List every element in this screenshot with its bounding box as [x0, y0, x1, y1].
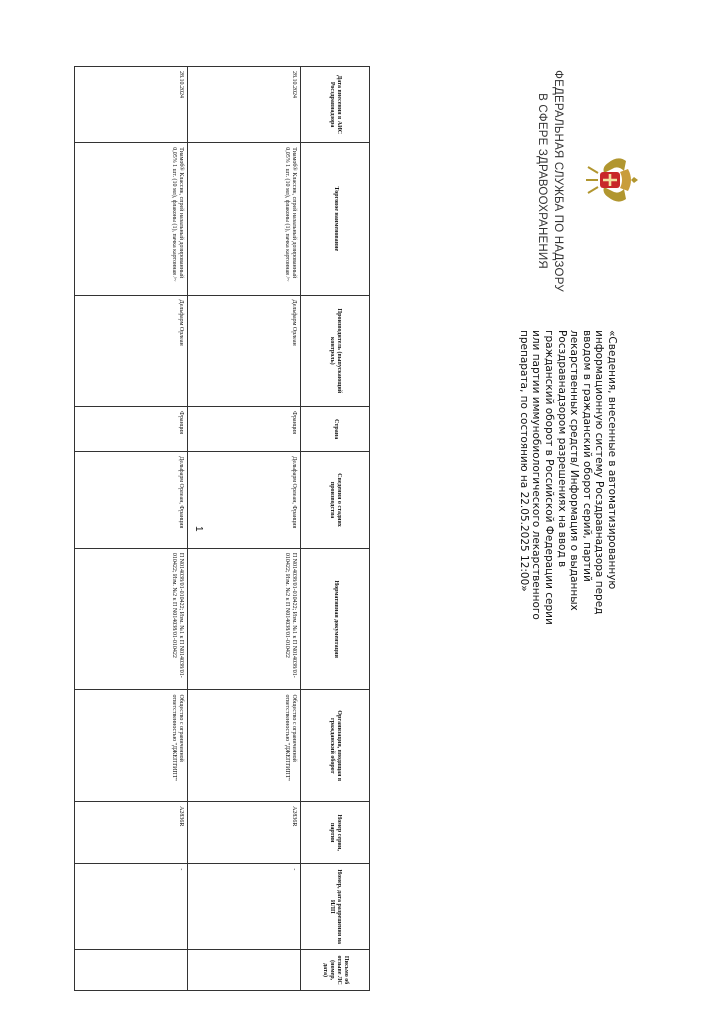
cell-manufacturer: Дельфарм Орлеан — [75, 295, 188, 407]
col-header-country: Страна — [301, 407, 370, 452]
col-header-permit: Номер, дата разрешения на ИЛП — [301, 864, 370, 950]
col-header-recall: Письмо об отзыве ЛС (номер, дата) — [301, 950, 370, 991]
agency-name — [534, 66, 566, 296]
col-header-stages: Сведения о стадиях производства — [301, 452, 370, 549]
col-header-normative: Нормативная документация — [301, 548, 370, 690]
table-header-row — [301, 67, 370, 991]
col-header-date: Дата внесения в АИС Росздравнадзора — [301, 67, 370, 143]
cell-batch: A2836R — [75, 802, 188, 864]
col-header-trade-name: Торговое наименование — [301, 143, 370, 295]
cell-batch: A2836R — [188, 802, 301, 864]
cell-date: 28.10.2024 — [75, 67, 188, 143]
batches-table — [74, 66, 370, 991]
cell-normative: П N014038/01-010422; Изм. №1 к П N014038/01-010422; Изм. №2 к П N014038/01-010422 — [75, 548, 188, 690]
cell-stages: Дельфарм Орлеан, Франция — [188, 452, 301, 549]
cell-recall — [188, 950, 301, 991]
cell-trade-name: Тиамоб® Классик, спрей назальный дозированный 0,05% 1 шт. (10 мл), флаконы (1), пачка картонная /~ — [188, 143, 301, 295]
col-header-manufacturer: Производитель (выпускающий контроль) — [301, 295, 370, 407]
cell-country: Франция — [75, 407, 188, 452]
col-header-organization: Организация, вводящая в гражданский оборот — [301, 690, 370, 802]
cell-permit: - — [188, 864, 301, 950]
cell-normative: П N014038/01-010422; Изм. №1 к П N014038/01-010422; Изм. №2 к П N014038/01-010422 — [188, 548, 301, 690]
cell-recall — [75, 950, 188, 991]
double-headed-eagle-emblem-icon — [584, 155, 640, 205]
agency-name-line2: В СФЕРЕ ЗДРАВООХРАНЕНИЯ — [536, 93, 548, 269]
cell-trade-name: Тиамоб® Классик, спрей назальный дозированный 0,05% 1 шт. (10 мл), флаконы (1), пачка картонная /~ — [75, 143, 188, 295]
cell-manufacturer: Дельфарм Орлеан — [188, 295, 301, 407]
cell-stages: Дельфарм Орлеан, Франция — [75, 452, 188, 549]
cell-country: Франция — [188, 407, 301, 452]
document-heading: «Сведения, внесенные в автоматизированную информационную систему Росздравнадзора перед вводом в гражданский оборот серий, партий лекарственных средств/ Информация о выданных Росздравнадзором разрешениях на ввод в гражданский оборот в Российской Федерации серии или партии иммунобиологического лекарственного препарата, по состоянию на 22.05.2025 12:00» — [517, 330, 618, 625]
cell-organization: Общество с ограниченной ответственностью "ДЖЕПТИПТ" — [75, 690, 188, 802]
page-number: 1 — [193, 526, 204, 532]
cell-permit: - — [75, 864, 188, 950]
cell-date: 28.10.2024 — [188, 67, 301, 143]
agency-name-line1: ФЕДЕРАЛЬНАЯ СЛУЖБА ПО НАДЗОРУ — [552, 70, 564, 292]
table-row — [188, 67, 301, 991]
table-row — [75, 67, 188, 991]
col-header-batch: Номер серии, партии — [301, 802, 370, 864]
cell-organization: Общество с ограниченной ответственностью "ДЖЕПТИПТ" — [188, 690, 301, 802]
